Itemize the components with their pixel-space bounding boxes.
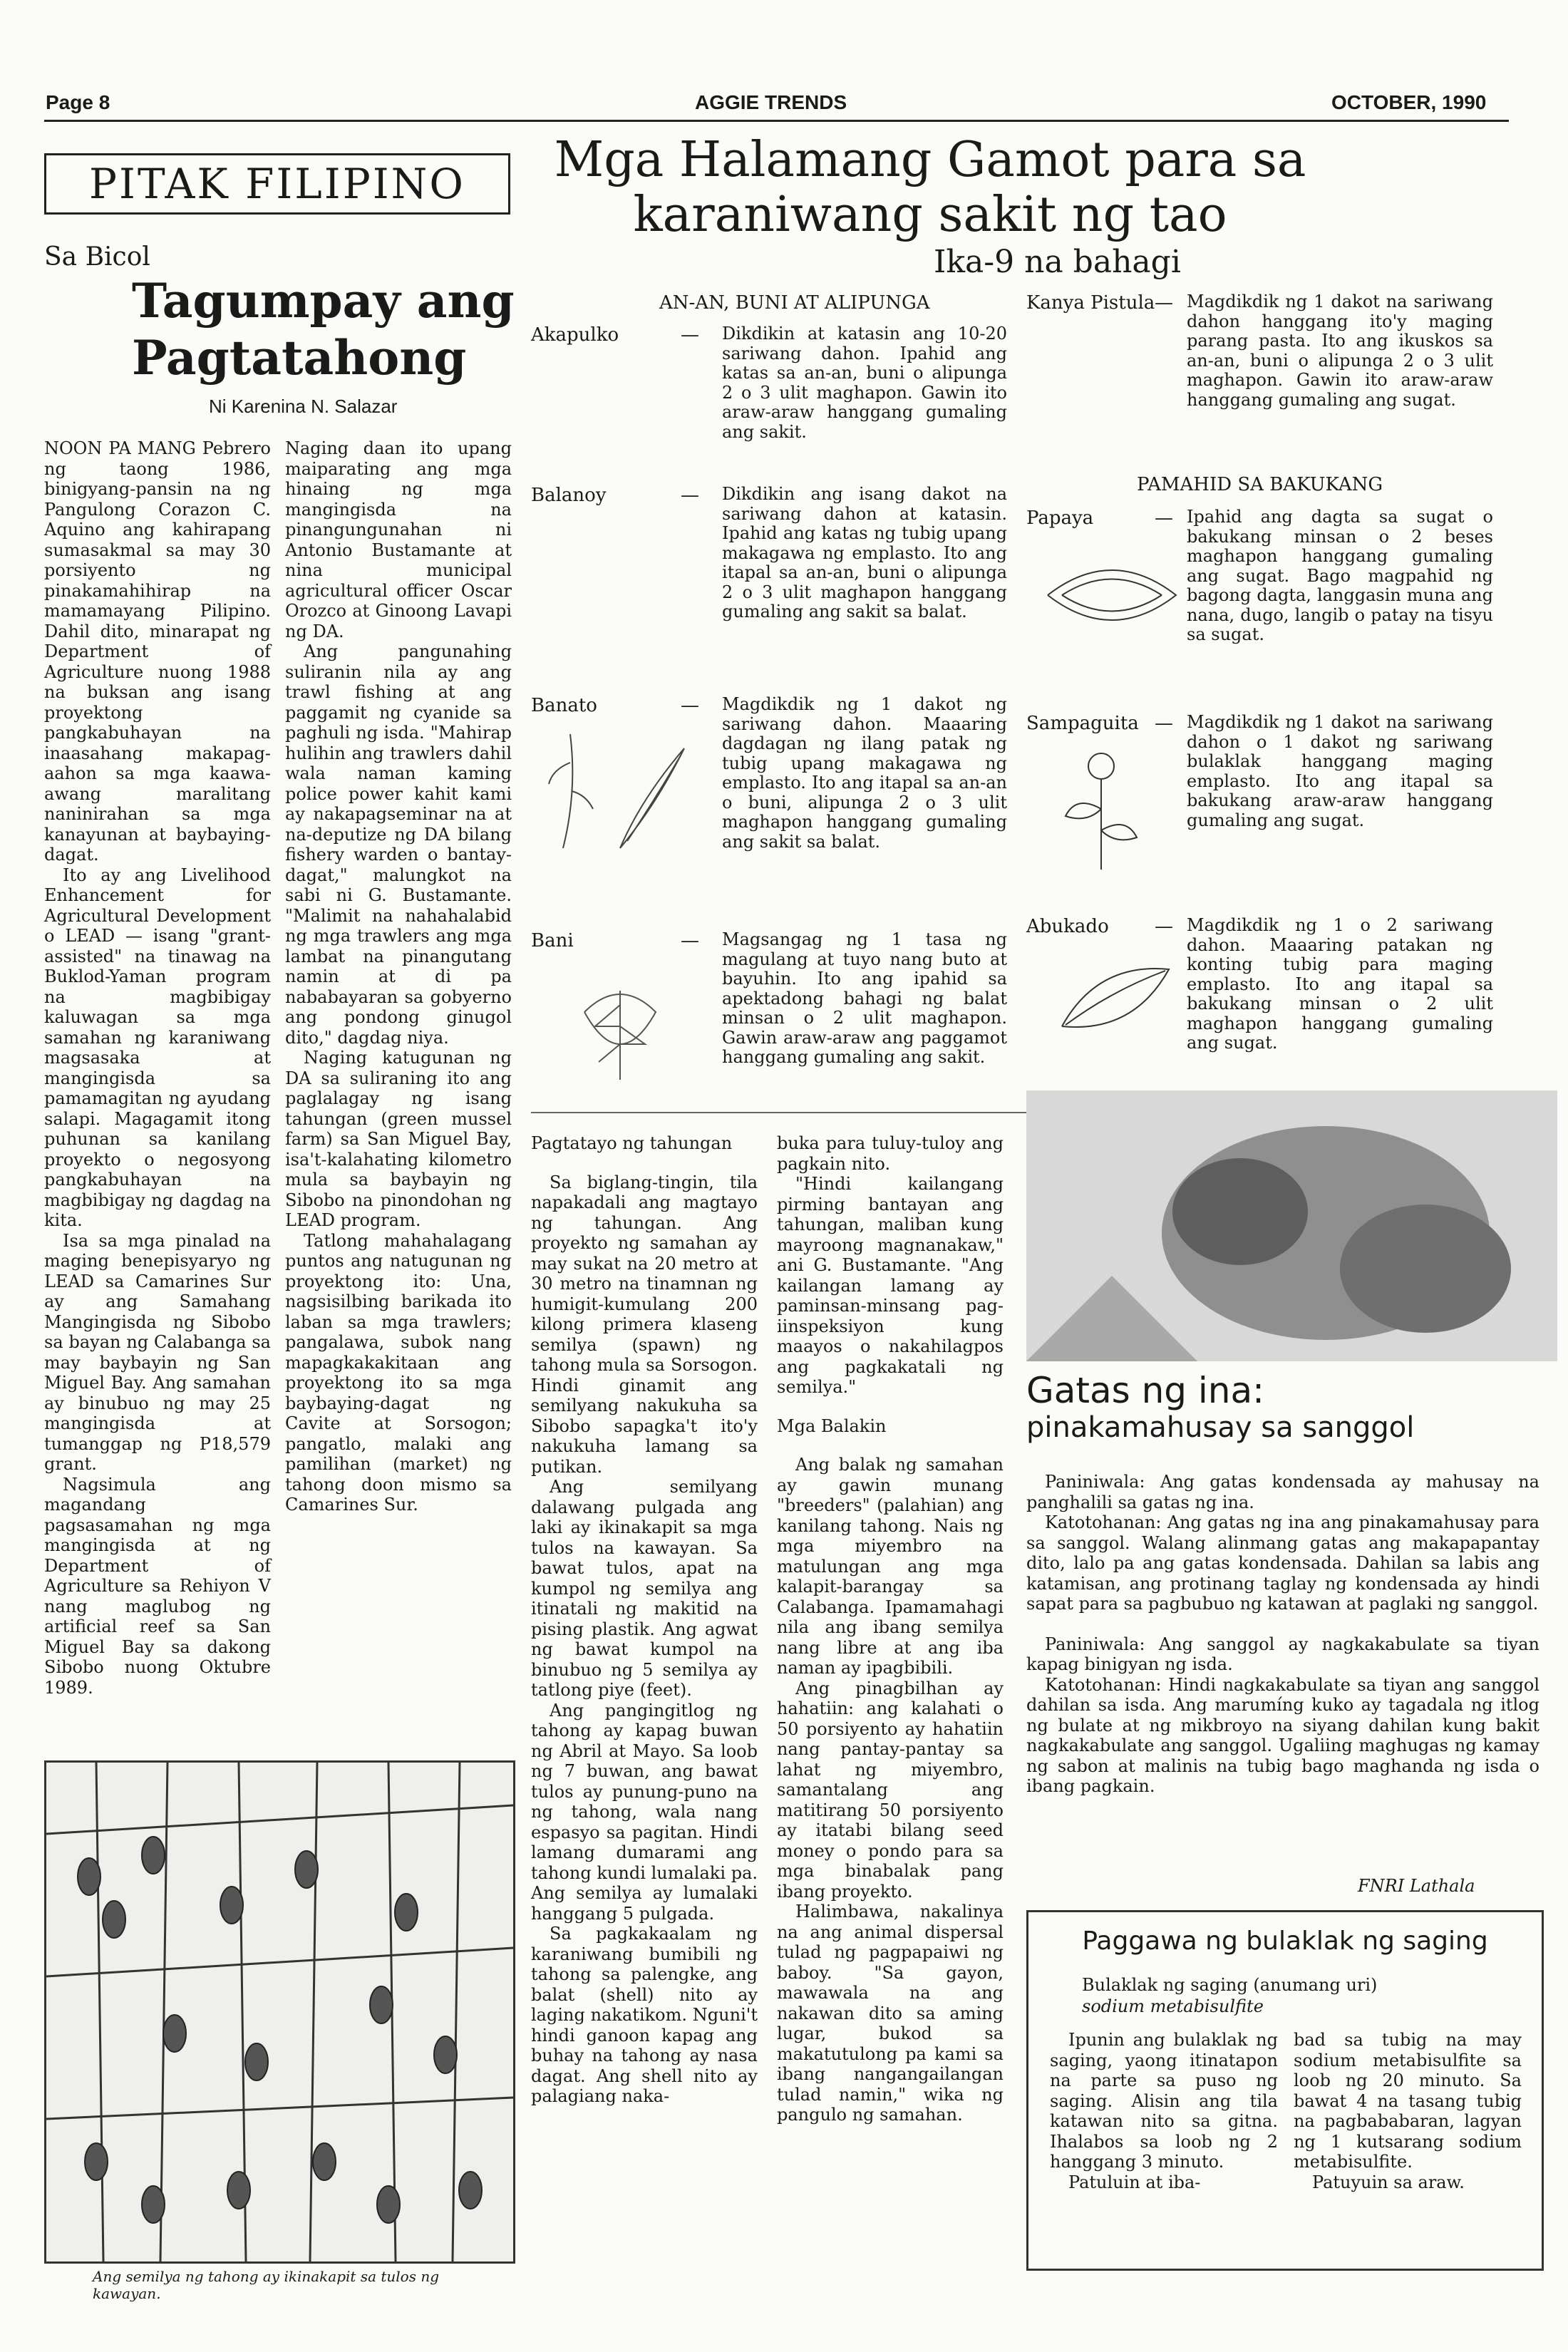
paragraph: NOON PA MANG Pebrero ng taong 1986, binigyang-pansin na ng Pangulong Corazon C. Aquino ang kahirapang sumasakmal sa may 30 porsiyento ng pinakamahihirap na mamamayang Pilipino. Dahil dito, minarapat ng Department of Agriculture nuong 1988 na buksan ang isang proyektong pangkabuhayan na inaasahang makapag-aahon sa mga kaawa-awang maralitang naninirahan sa mga kanayunan at baybaying-dagat. (44, 438, 271, 865)
paragraph: Ang semilyang dalawang pulgada ang laki ay ikinakapit sa mga tulos na kawayan. Sa bawat tulos, apat na kumpol ng semilya ang itinatali ng makitid na pising plastik. Ang agwat ng bawat kumpol na binubuo ng 5 semilya ay tatlong piye (feet). (531, 1477, 758, 1700)
paragraph: Ang pangingitlog ng tahong ay kapag buwan ng Abril at Mayo. Sa loob ng 7 buwan, ang bawat tulos ay punung-puno na ng tahong, wala nang espasyo sa pagitan. Hindi lamang dumarami ang tahong kundi lumalaki pa. Ang semilya ay lumalaki hanggang 5 pulgada. (531, 1700, 758, 1924)
dash: — (1155, 507, 1173, 529)
article-column-1 (44, 438, 271, 1698)
gatas-headline-2: pinakamahusay sa sanggol (1026, 1411, 1415, 1444)
paragraph: Tatlong mahahalagang puntos ang natugunan ng proyektong ito: Una, nagsisilbing barikada ito laban sa mga trawlers; pangalawa, subok nang mapagkakakitaan ang proyektong ito sa mga baybaying-dagat ng Cavite at Sorsogon; pangatlo, malaki ang pamilihan (market) ng tahong doon mismo sa Camarines Sur. (285, 1230, 512, 1515)
section-title: PITAK FILIPINO (44, 153, 510, 215)
subhead: Mga Balakin (777, 1415, 887, 1436)
banato-leaf-drawing (542, 720, 706, 855)
plant-description: Dikdikin ang isang dakot na sariwang dahon at katasin. Ipahid ang katas ng tubig upang makagawa ng emplasto. Ito ang itapal sa an-an, buni o alipunga 2 o 3 ulit maghapon hanggang gumaling ang sakit sa balat. (722, 484, 1007, 621)
publication-name: AGGIE TRENDS (695, 91, 847, 113)
paragraph: Ito ay ang Livelihood Enhancement for Agricultural Development o LEAD — isang "grant-assisted" na tinawag na Buklod-Yaman program na magbibigay kaluwagan sa mga samahan ng karaniwang magsasaka at mangingisda sa pamamagitan ng ayudang salapi. Magagamit itong puhunan sa kanilang proyekto o negosyong pangkabuhayan na magbibigay ng dagdag na kita. (44, 865, 271, 1230)
plant-name: Akapulko (531, 324, 619, 346)
gatas-text: Ang gatas ng ina ang pinakamahusay para sa sanggol. Walang alinmang gatas ang makapapantay dito, lalo pa ang gatas kondensada. Dahilan sa labis ang katamisan, ang protinang taglay ng kondensada ay hindi sapat para sa pagbubuo ng katawan at paglaki ng sanggol. (1026, 1512, 1539, 1614)
bakukang-section-label: PAMAHID SA BAKUKANG (1137, 474, 1383, 495)
paragraph: Ang pangunahing suliranin nila ay ang trawl fishing at ang paggamit ng cyanide sa paghuli ng isda. "Mahirap hulihin ang trawlers dahil wala naman kaming police power kahit kami ay nakapagseminar na at na-deputize ng DA bilang fishery warden o bantay-dagat," malungkot na sabi ni G. Bustamante. "Malimit na nahahalabid ng mga trawlers ang mga lambat na pinangutang namin at di pa nababayaran sa gobyerno ang pondong ginugol dito," dagdag niya. (285, 641, 512, 1048)
gatas-text: Ang sanggol ay nagkakabulate sa tiyan kapag binigyan ng isda. (1026, 1634, 1539, 1674)
herbal-section-label: AN-AN, BUNI AT ALIPUNGA (659, 292, 930, 314)
plant-description: Magdikdik ng 1 dakot ng sariwang dahon. Maaaring dagdagan ng ilang patak ng tubig upang makagawa ng emplasto. Ito ang itapal sa an-an o buni, alipunga 2 o 3 ulit maghapon hanggang gumaling ang sakit sa balat. (722, 694, 1007, 852)
article-headline-1: Tagumpay ang (132, 273, 515, 329)
center-column-b (777, 1133, 1004, 2125)
article-column-2 (285, 438, 512, 1515)
paragraph: Sa biglang-tingin, tila napakadali ang magtayo ng tahungan. Ang proyekto ng samahan ay may sukat na 20 metro at 30 metro na tinamnan ng humigit-kumulang 200 kilong primera klaseng semilya (spawn) ng tahong mula sa Sorsogon. Hindi ginamit ang semilyang nakukuha sa Sibobo sapagka't ito'y nakukuha lamang sa putikan. (531, 1172, 758, 1477)
mussel-seed-illustration (44, 1760, 515, 2264)
plant-description: Magdikdik ng 1 dakot na sariwang dahon o 1 dakot ng sariwang bulaklak hanggang maging emplasto. Ito ang itapal sa bakukang araw-araw hanggang gumaling ang sugat. (1187, 712, 1493, 830)
dash: — (681, 324, 699, 346)
plant-description: Ipahid ang dagta sa sugat o bakukang minsan o 2 beses maghapon hanggang gumaling ang sugat. Bago magpahid ng bagong dagta, langgasin muna ang nana, dugo, langib o patay na tisyu sa sugat. (1187, 507, 1493, 644)
dash: — (681, 695, 699, 716)
gatas-label: Katotohanan: (1045, 1674, 1162, 1695)
saging-box (1026, 1910, 1544, 2271)
paragraph: "Hindi kailangang pirming bantayan ang tahungan, maliban kung mayroong magnanakaw," ani G. Bustamante. "Ang kailangan lamang ay paminsan-minsang pag-iinspeksiyon kung maayos o nakahilagpos ang pagkakatali ng semilya." (777, 1174, 1004, 1397)
plant-name: Kanya Pistula (1026, 292, 1155, 314)
paragraph: Patuluin at iba- (1068, 2172, 1201, 2192)
gatas-label: Paniniwala: (1045, 1472, 1145, 1492)
paragraph: Isa sa mga pinalad na maging benepisyaryo ng LEAD sa Camarines Sur ay ang Samahang Mangingisda ng Sibobo sa bayan ng Calabanga sa may baybayin ng San Miguel Bay. Ang samahan ay binubuo ng may 25 mangingisda at tumanggap ng P18,579 grant. (44, 1230, 271, 1474)
dash: — (681, 485, 699, 506)
plant-name: Abukado (1026, 916, 1109, 937)
plant-description: Magsangag ng 1 tasa ng magulang at tuyo nang buto at bayuhin. Ito ang ipahid sa apektadong bahagi ng balat minsan o 2 ulit maghapon. Gawin araw-araw ang paggamot hanggang gumaling ang sakit. (722, 929, 1007, 1067)
herbal-headline-2: karaniwang sakit ng tao (633, 187, 1227, 243)
plant-description: Magdikdik ng 1 o 2 sariwang dahon. Maaaring patakan ng konting tubig para maging emplasto. Ito ang itapal sa bakukang minsan o 2 ulit maghapon hanggang gumaling ang sugat. (1187, 915, 1493, 1053)
plant-description: Dikdikin at katasin ang 10-20 sariwang dahon. Ipahid ang katas sa an-an, buni o alipunga 2 o 3 ulit maghapon. Gawin ito araw-araw hanggang gumaling ang sakit. (722, 324, 1007, 442)
paragraph: Ipunin ang bulaklak ng saging, yaong itinatapon na parte sa puso ng saging. Alisin ang tila katawan nito sa gitna. Ihalabos sa loob ng 2 hanggang 3 minuto. (1050, 2030, 1278, 2172)
gatas-text: Hindi nagkakabulate sa tiyan ang sanggol dahilan sa isda. Ang marumíng kuko ay tagadala ng itlog ng bulate at ng mikbroyo na siyang dahilan kung bakit nagkakabulate ang sanggol. Ugaliing maghugas ng kamay ng sabon at malinis na tubig bago maghanda ng isda o ibang pagkain. (1026, 1674, 1539, 1796)
paragraph: Halimbawa, nakalinya na ang animal dispersal tulad ng pagpapaiwi ng baboy. "Sa gayon, mawawala na ang nakawan dito sa aming lugar, bukod sa makatutulong pa kami sa ibang nangangailangan tulad namin," wika ng pangulo ng samahan. (777, 1902, 1004, 2125)
illustration-caption: Ang semilya ng tahong ay ikinakapit sa tulos ng kawayan. (93, 2268, 440, 2302)
abukado-leaf-drawing (1055, 955, 1176, 1041)
dash: — (1155, 292, 1173, 314)
saging-title: Paggawa ng bulaklak ng saging (1082, 1927, 1488, 1956)
herbal-subhead: Ika-9 na bahagi (934, 244, 1181, 280)
herbal-headline-1: Mga Halamang Gamot para sa (554, 132, 1306, 188)
plant-description: Magdikdik ng 1 dakot na sariwang dahon hanggang ito'y maging parang pasta. Ito ang ikuskos sa an-an, buni o alipunga 2 o 3 ulit maghapon. Gawin ito araw-araw hanggang gumaling ang sugat. (1187, 292, 1493, 410)
header-rule (44, 120, 1509, 122)
paragraph: bad sa tubig na may sodium metabisulfite sa loob ng 20 minuto. Sa bawat 4 na tasang tubig na pagbababaran, lagyan ng 1 kutsarang sodium metabisulfite. (1294, 2030, 1522, 2172)
saging-column-2 (1294, 2030, 1522, 2192)
dash: — (681, 930, 699, 951)
paragraph: Ang balak ng samahan ay gawin munang "breeders" (palahian) ang kanilang tahong. Nais ng mga miyembro na matulungan ang mga kalapit-barangay sa Calabanga. Ipamamahagi nila ang ibang semilya nang libre at ang iba naman ay ipagbibili. (777, 1455, 1004, 1678)
gatas-item (1026, 1472, 1539, 1512)
subhead: Pagtatayo ng tahungan (531, 1133, 733, 1153)
dash: — (1155, 916, 1173, 937)
gatas-item (1026, 1634, 1539, 1675)
gatas-credit: FNRI Lathala (1358, 1876, 1475, 1896)
plant-name: Banato (531, 695, 597, 716)
paragraph: Nagsimula ang magandang pagsasamahan ng mga mangingisda at ng Department of Agriculture sa Rehiyon V nang maglubog ng artificial reef sa San Miguel Bay sa dakong Sibobo nuong Oktubre 1989. (44, 1474, 271, 1698)
bani-leaf-drawing (570, 976, 670, 1083)
paragraph: Naging daan ito upang maiparating ang mga hinaing ng mga mangingisda na pinangungunahan ni Antonio Bustamante at nina municipal agricultural officer Oscar Orozco at Ginoong Lavapi ng DA. (285, 438, 512, 641)
gatas-label: Katotohanan: (1045, 1512, 1162, 1532)
article-kicker: Sa Bicol (44, 242, 150, 272)
saging-column-1 (1050, 2030, 1278, 2192)
paragraph: Naging katugunan ng DA sa suliraning ito ang paglalagay ng isang tahungan (green mussel farm) sa San Miguel Bay, isa't-kalahating kilometro mula sa baybayin ng Sibobo na pinondohan ng LEAD program. (285, 1048, 512, 1230)
dash: — (1155, 713, 1173, 734)
sampaguita-flower-drawing (1055, 745, 1147, 873)
bamboo-stakes-drawing (46, 1763, 513, 2261)
paragraph: Sa pagkakaalam ng karaniwang bumibili ng tahong sa palengke, ang balat (shell) nito ay laging nakatikom. Nguni't hindi ganoon kapag ang buhay na tahong ay nasa dagat. Ang shell nito ay palagiang naka- (531, 1924, 758, 2106)
gatas-item (1026, 1512, 1539, 1614)
gatas-headline-1: Gatas ng ina: (1026, 1370, 1264, 1411)
papaya-fruit-drawing (1041, 549, 1183, 641)
issue-date: OCTOBER, 1990 (1331, 91, 1487, 113)
photo-placeholder (1026, 1090, 1557, 1361)
saging-ingredient-1: Bulaklak ng saging (anumang uri) (1082, 1975, 1378, 1995)
article-headline-2: Pagtatahong (132, 330, 467, 386)
paragraph: Ang pinagbilhan ay hahatiin: ang kalahati o 50 porsiyento ay hahatiin nang pantay-pantay sa lahat ng miyembro, samantalang ang matitirang 50 porsiyento ay itatabi bilang seed money o pondo para sa mga binabalak pang ibang proyekto. (777, 1678, 1004, 1902)
plant-name: Sampaguita (1026, 713, 1139, 734)
paragraph: buka para tuluy-tuloy ang pagkain nito. (777, 1133, 1004, 1174)
gatas-body (1026, 1472, 1539, 1797)
gatas-label: Paniniwala: (1045, 1634, 1145, 1654)
mother-child-photo (1026, 1090, 1557, 1361)
paragraph: Patuyuin sa araw. (1312, 2172, 1465, 2192)
gatas-item (1026, 1675, 1539, 1797)
page-number: Page 8 (46, 91, 110, 113)
plant-name: Papaya (1026, 507, 1094, 529)
plant-name: Balanoy (531, 485, 607, 506)
gatas-text: Ang gatas kondensada ay mahusay na panghalili sa gatas ng ina. (1026, 1472, 1539, 1512)
article-byline: Ni Karenina N. Salazar (209, 396, 398, 417)
plant-name: Bani (531, 930, 574, 951)
center-column-a (531, 1133, 758, 2107)
saging-ingredient-2: sodium metabisulfite (1082, 1996, 1264, 2016)
